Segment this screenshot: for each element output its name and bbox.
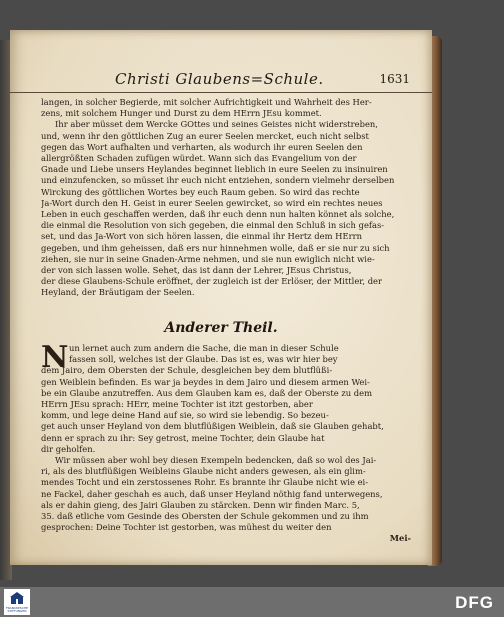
dfg-logo[interactable]: DFG [455, 593, 494, 612]
text-line: der von sich lassen wolle. Sehet, das ist dann der Lehrer, JEsus Christus, [41, 265, 352, 276]
text-line: Wir müssen aber wohl bey diesen Exempeln bedencken, daß so wol des Jai- [55, 455, 377, 466]
text-line: 35. daß etliche vom Gesinde des Obersten der Schule gekommen und zu ihm [41, 511, 369, 522]
text-line: gegen das Wort aufhalten und verharten, als wodurch ihr euren Seelen den [41, 141, 363, 152]
text-line: HErrn JEsu sprach: HErr, meine Tochter ist itzt gestorben, aber [41, 399, 313, 410]
text-line: allergrößten Schaden zufügen würdet. Wann sich das Evangelium von der [41, 153, 357, 164]
text-line: Wirckung des göttlichen Wortes bey euch Raum geben. So wird das rechte [41, 186, 360, 197]
text-line: der diese Glaubens-Schule eröffnet, der zugleich ist der Erlöser, der Mittler, der [41, 276, 383, 287]
text-line: und einzufencken, so müsset ihr euch nicht entziehen, sondern vielmehr derselben [41, 175, 395, 186]
text-line: ziehen, sie nur in seine Gnaden-Arme nehmen, und sie nun ewiglich nicht wie- [41, 253, 375, 264]
text-line: die einmal die Resolution von sich gegeben, die einmal den Schluß in sich gefas- [41, 220, 385, 231]
text-line: Ihr aber müsset dem Wercke GOttes und seines Geistes nicht widerstreben, [55, 119, 378, 130]
text-line: Heyland, der Bräutigam der Seelen. [41, 287, 195, 298]
text-line: langen, in solcher Begierde, mit solcher Aufrichtigkeit und Wahrheit des Her- [41, 97, 372, 107]
section-heading: Anderer Theil. [164, 320, 278, 336]
text-line: ri, als des blutflüßigen Weibleins Glaube nicht anders gewesen, als ein glim- [41, 466, 366, 477]
part2-text [41, 340, 411, 545]
text-line: gesprochen: Deine Tochter ist gestorben, was mühest du weiter den [41, 522, 332, 533]
text-line: als er dahin gieng, des Jairi Glauben zu stärcken. Denn wir finden Marc. 5, [41, 499, 360, 510]
text-line: set, und das Ja-Wort von sich hören lassen, die einmal ihr Hertz dem HErrn [41, 231, 362, 242]
viewer-footer [0, 587, 504, 617]
text-line: ne Fackel, daher geschah es auch, daß unser Heyland nöthig fand unterwegens, [41, 488, 383, 499]
book-page [10, 30, 432, 565]
drop-cap: N [41, 340, 69, 375]
text-line: Gnade und Liebe unsers Heylandes beginnet lieblich in eure Seelen zu insinuiren [41, 164, 388, 175]
text-line: fassen soll, welches ist der Glaube. Das ist es, was wir hier bey [69, 354, 338, 365]
text-line: un lernet auch zum andern die Sache, die man in dieser Schule [69, 343, 339, 353]
text-line: be ein Glaube anzutreffen. Aus dem Glauben kam es, daß der Oberste zu dem [41, 387, 373, 398]
text-line: gegeben, und ihm geheissen, daß ers nur hinnehmen wolle, daß er sie nur zu sich [41, 242, 390, 253]
text-line: zens, mit solchem Hunger und Durst zu dem HErrn JEsu kommet. [41, 108, 322, 119]
catchword: Mei- [389, 533, 411, 544]
part1-text [41, 97, 411, 299]
logo-label: FRANCKESCHE STIFTUNGEN [5, 606, 29, 614]
text-line: mendes Tocht und ein zerstossenes Rohr. Es brannte ihr Glaube nicht wie ei- [41, 477, 369, 488]
page-number: 1631 [379, 72, 410, 86]
text-line: komm, und lege deine Hand auf sie, so wird sie lebendig. So bezeu- [41, 410, 329, 421]
text-line: dir geholfen. [41, 443, 96, 454]
running-head-title: Christi Glaubens=Schule. [115, 70, 324, 88]
text-line: Leben in euch geschaffen werden, daß ihr euch denn nun halten könnet als solche, [41, 209, 395, 220]
running-head [10, 70, 432, 93]
text-line: und, wenn ihr den göttlichen Zug an eurer Seelen mercket, euch nicht selbst [41, 130, 369, 141]
text-line: dem Jairo, dem Obersten der Schule, desgleichen bey dem blutflüßi- [41, 365, 333, 376]
text-line: denn er sprach zu ihr: Sey getrost, meine Tochter, dein Glaube hat [41, 432, 325, 443]
text-line: get auch unser Heyland von dem blutflüßigen Weiblein, daß sie Glauben gehabt, [41, 421, 384, 432]
text-line: Ja-Wort durch den H. Geist in eurer Seelen gewircket, so wird ein rechtes neues [41, 197, 383, 208]
franckesche-stiftungen-icon [10, 591, 24, 605]
institution-logo[interactable] [4, 589, 30, 615]
text-line: gen Weiblein befinden. Es war ja beydes in dem Jairo und diesem armen Wei- [41, 376, 370, 387]
